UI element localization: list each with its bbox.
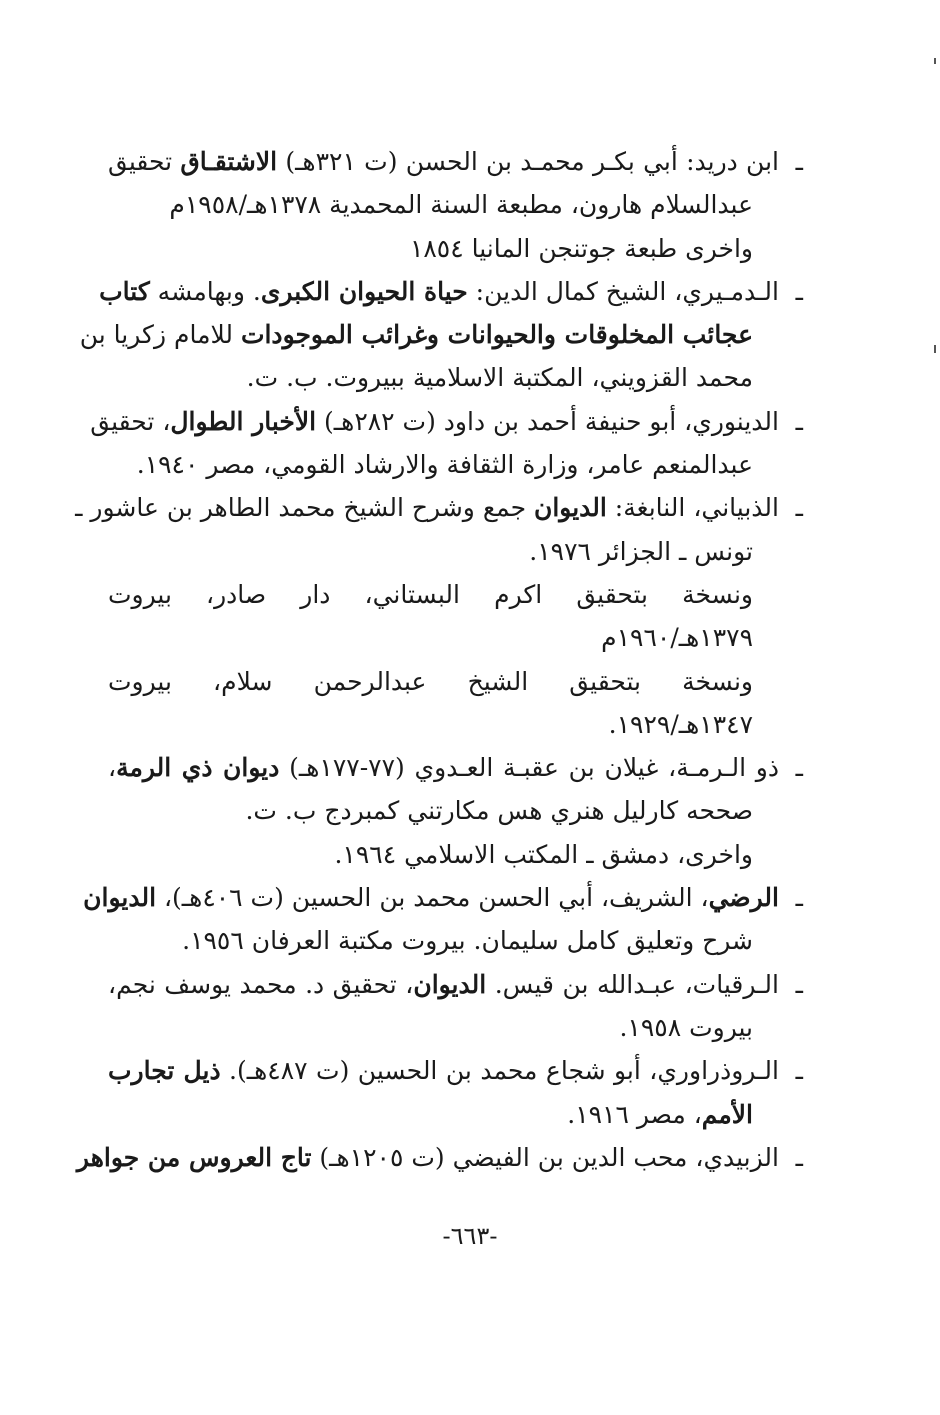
entry-text: واخرى طبعة جوتنجن المانيا ١٨٥٤ bbox=[409, 233, 753, 263]
entry-continuation-line bbox=[108, 443, 779, 486]
entry-continuation-line bbox=[108, 919, 779, 962]
entry-dash: ـ bbox=[795, 1056, 803, 1086]
entry-first-line bbox=[76, 1136, 779, 1179]
entry-text: الدينوري، أبو حنيفة أحمد بن داود (ت ٢٨٢هـ) bbox=[316, 406, 779, 436]
entry-dash: ـ bbox=[795, 147, 803, 176]
edition-note bbox=[108, 660, 779, 747]
entry-text: الذبياني، النابغة: bbox=[606, 493, 779, 523]
edition-note-line: ونسخة بتحقيق اكرم البستاني، دار صادر، بيروت bbox=[108, 579, 753, 609]
entry-dash: ـ bbox=[795, 276, 803, 306]
entry-text: ، تحقيق د. محمد يوسف نجم، bbox=[108, 969, 414, 999]
reference-entry bbox=[108, 1049, 803, 1136]
entry-continuation-line bbox=[108, 227, 779, 270]
book-title: الديوان bbox=[533, 493, 607, 523]
entry-first-line bbox=[99, 270, 779, 313]
book-title: الديوان bbox=[83, 883, 157, 913]
entry-continuation-line bbox=[108, 1006, 779, 1049]
entry-text: محمد القزويني، المكتبة الاسلامية ببيروت. ب. ت. bbox=[246, 363, 753, 393]
entry-first-line bbox=[90, 400, 779, 443]
reference-entry bbox=[75, 486, 803, 746]
entry-first-line bbox=[83, 876, 779, 919]
entry-continuation-line bbox=[79, 313, 779, 356]
edge-mark bbox=[934, 345, 936, 353]
reference-entry bbox=[108, 140, 803, 270]
entry-text: ، الشريف، أبي الحسن محمد بن الحسين (ت ٤٠٦هـ)، bbox=[156, 883, 709, 913]
entry-first-line bbox=[108, 963, 779, 1006]
entry-text: الـروذراوري، أبو شجاع محمد بن الحسين (ت ٤٨٧هـ). bbox=[220, 1056, 779, 1086]
entry-dash: ـ bbox=[795, 753, 803, 783]
book-title: الأخبار الطوال bbox=[170, 406, 317, 436]
entry-text: للامام زكريا بن bbox=[79, 320, 241, 350]
entry-dash: ـ bbox=[795, 406, 803, 436]
reference-entry bbox=[108, 963, 803, 1050]
entry-continuation-line bbox=[108, 530, 779, 573]
entry-text: تونس ـ الجزائر ١٩٧٦. bbox=[529, 536, 753, 566]
entry-dash: ـ bbox=[795, 969, 803, 999]
entry-text: الـرقيات، عبـدالله بن قيس. bbox=[486, 969, 779, 999]
reference-entry bbox=[90, 400, 803, 487]
entry-text: عبدالمنعم عامر، وزارة الثقافة والارشاد القومي، مصر ١٩٤٠. bbox=[136, 450, 753, 480]
book-title: ذيل تجارب bbox=[108, 1056, 221, 1086]
entry-first-line bbox=[108, 746, 779, 789]
entry-text: واخرى، دمشق ـ المكتب الاسلامي ١٩٦٤. bbox=[334, 839, 753, 869]
book-title: الديوان bbox=[413, 969, 487, 999]
references-list bbox=[75, 140, 803, 1179]
entry-continuation-line bbox=[108, 1093, 779, 1136]
book-title: ديوان ذي الرمة bbox=[116, 753, 280, 783]
entry-text: ، تحقيق bbox=[90, 406, 171, 436]
entry-text: الـدمـيري، الشيخ كمال الدين: bbox=[467, 276, 779, 306]
entry-text: تحقيق bbox=[108, 147, 181, 176]
page-number: -٦٦٣- bbox=[442, 1222, 498, 1250]
book-title: الرضي bbox=[708, 883, 779, 913]
entry-continuation-line bbox=[108, 833, 779, 876]
book-title: الأمم bbox=[701, 1099, 753, 1129]
reference-entry bbox=[108, 746, 803, 876]
entry-text: عبدالسلام هارون، مطبعة السنة المحمدية ١٣٧٨هـ/١٩٥٨م bbox=[169, 190, 753, 220]
entry-continuation-line bbox=[108, 789, 779, 832]
entry-text: شرح وتعليق كامل سليمان. بيروت مكتبة العرفان ١٩٥٦. bbox=[182, 926, 753, 956]
entry-first-line bbox=[108, 1049, 779, 1092]
entry-text: ، bbox=[108, 753, 117, 783]
entry-dash: ـ bbox=[795, 1142, 803, 1172]
edition-note-line: ونسخة بتحقيق الشيخ عبدالرحمن سلام، بيروت bbox=[108, 666, 753, 696]
book-title: تاج العروس من جواهر bbox=[76, 1142, 312, 1172]
entry-text: ابن دريد: أبي بكـر محمـد بن الحسن (ت ٣٢١هـ) bbox=[277, 147, 779, 176]
reference-entry bbox=[83, 876, 803, 963]
entry-text: ، مصر ١٩١٦. bbox=[567, 1099, 702, 1129]
edition-note bbox=[108, 573, 779, 660]
reference-entry bbox=[79, 270, 803, 400]
edition-note-line: ١٣٤٧هـ/١٩٢٩. bbox=[608, 709, 753, 739]
book-title: حياة الحيوان الكبرى bbox=[260, 276, 468, 306]
entry-text: . وبهامشه bbox=[149, 276, 261, 306]
entry-first-line bbox=[75, 486, 779, 529]
edition-note-line: ١٣٧٩هـ/١٩٦٠م bbox=[601, 623, 753, 653]
entry-text: الزبيدي، محب الدين بن الفيضي (ت ١٢٠٥هـ) bbox=[311, 1142, 779, 1172]
book-title: عجائب المخلوقات والحيوانات وغرائب الموجودات bbox=[240, 320, 753, 350]
reference-entry bbox=[76, 1136, 803, 1179]
edge-mark bbox=[934, 58, 936, 64]
entry-dash: ـ bbox=[795, 493, 803, 523]
entry-text: صححه كارليل هنري هس مكارتني كمبردج ب. ت. bbox=[245, 796, 753, 826]
entry-text: بيروت ١٩٥٨. bbox=[619, 1012, 753, 1042]
entry-dash: ـ bbox=[795, 883, 803, 913]
entry-first-line bbox=[108, 140, 779, 183]
entry-continuation-line bbox=[108, 183, 779, 226]
entry-text: جمع وشرح الشيخ محمد الطاهر بن عاشور ـ bbox=[75, 493, 534, 523]
book-title: كتاب bbox=[99, 276, 150, 306]
entry-continuation-line bbox=[108, 356, 779, 399]
book-title: الاشتقـاق bbox=[180, 147, 278, 176]
entry-text: ذو الـرمـة، غيلان بن عقبـة العـدوي (٧٧-١٧٧هـ) bbox=[279, 753, 780, 783]
